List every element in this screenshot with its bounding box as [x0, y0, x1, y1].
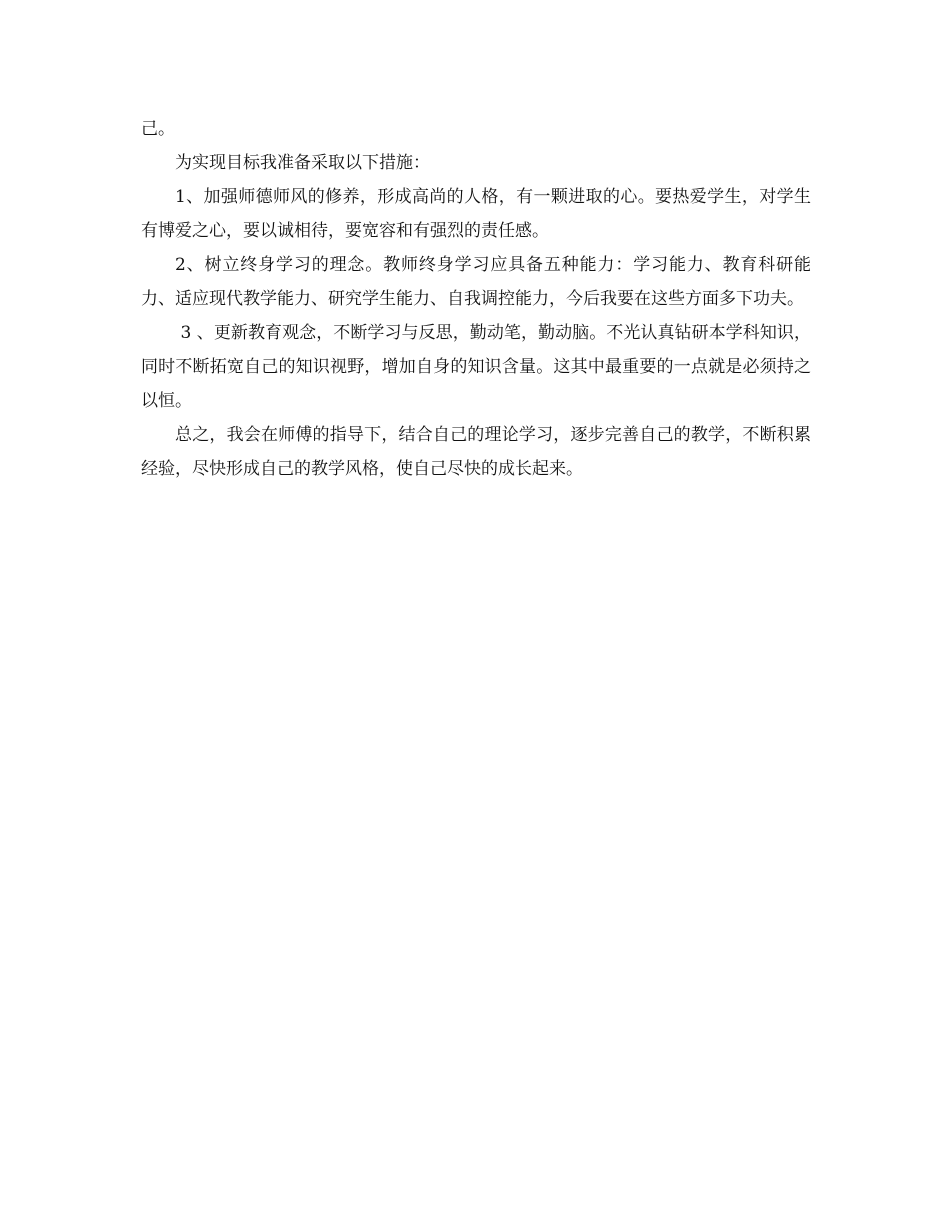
paragraph-measure-3: 3 、更新教育观念，不断学习与反思，勤动笔，勤动脑。不光认真钻研本学科知识，同时不断拓宽自己的知识视野，增加自身的知识含量。这其中最重要的一点就是必须持之以恒。	[141, 323, 811, 411]
paragraph-measures-intro: 为实现目标我准备采取以下措施：	[175, 153, 430, 173]
paragraph-continuation: 己。	[141, 119, 175, 139]
paragraph-measure-1: 1、加强师德师风的修养，形成高尚的人格，有一颗进取的心。要热爱学生，对学生有博爱之心，要以诚相待，要宽容和有强烈的责任感。	[141, 187, 811, 241]
document-body	[141, 112, 811, 486]
paragraph-measure-2: 2、树立终身学习的理念。教师终身学习应具备五种能力：学习能力、教育科研能力、适应现代教学能力、研究学生能力、自我调控能力，今后我要在这些方面多下功夫。	[141, 255, 811, 309]
paragraph-conclusion: 总之，我会在师傅的指导下，结合自己的理论学习，逐步完善自己的教学，不断积累经验，尽快形成自己的教学风格，使自己尽快的成长起来。	[141, 425, 811, 479]
